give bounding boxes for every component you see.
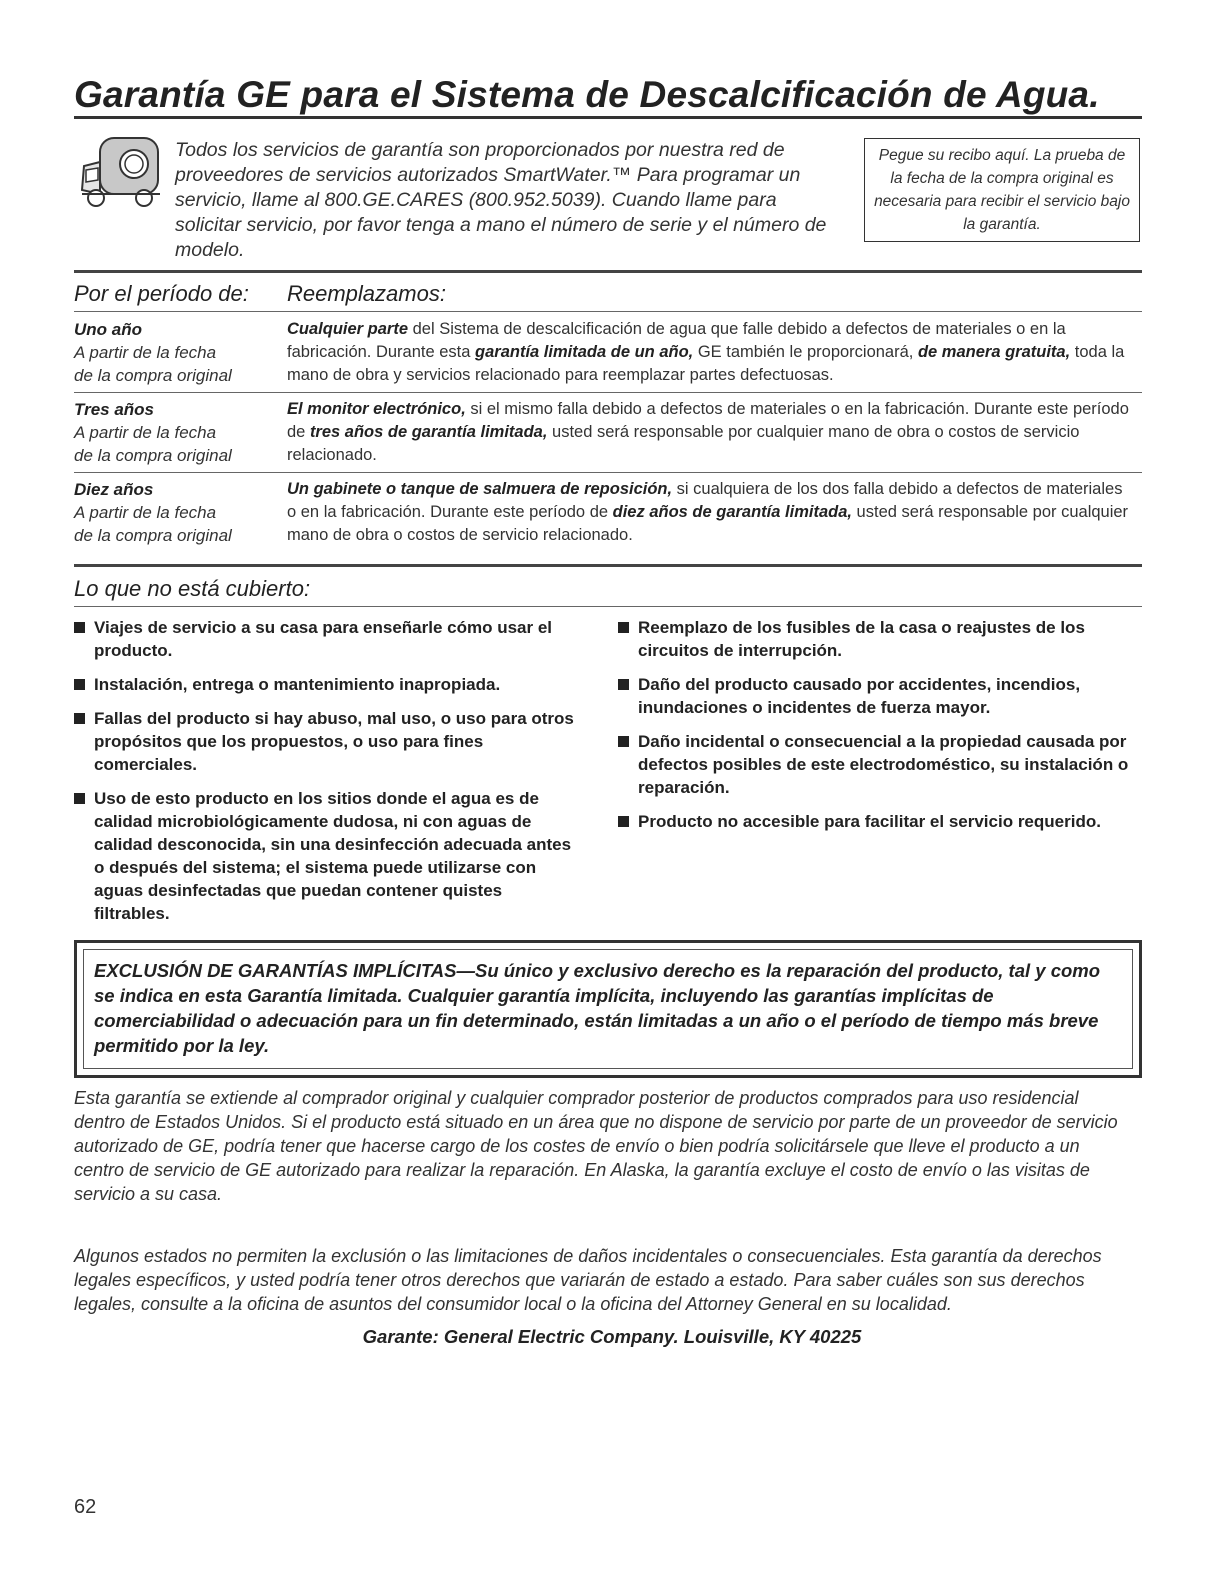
coverage-text: si el mismo falla debido a defectos de materiales o en la fabricación. Durante este período de (287, 400, 1129, 441)
not-covered-heading: Lo que no está cubierto: (74, 576, 311, 601)
period-name: Diez años (74, 480, 154, 499)
section-rule (74, 564, 1142, 567)
coverage-period (74, 478, 274, 547)
coverage-bold: de manera gratuita, (917, 343, 1071, 361)
page-number: 62 (74, 1496, 97, 1518)
paragraph-legal-rights: Algunos estados no permiten la exclusión o las limitaciones de daños incidentales o consecuenciales. Esta garantía da derechos legales específicos, y usted podría tener otros derechos que variarán de estado a estado. Para saber cuáles son sus derechos legales, consulte a la oficina de asuntos del consumidor local o la oficina del Attorney General en su localidad. (74, 1246, 1102, 1314)
period-from-2: de la compra original (74, 526, 232, 545)
exclusion-item: Fallas del producto si hay abuso, mal uso, o uso para otros propósitos que los propuestos, o uso para fines comerciales. (74, 707, 574, 776)
exclusion-item: Uso de esto producto en los sitios donde el agua es de calidad microbiológicamente dudosa, ni con aguas de calidad desconocida, sin una desinfección adecuada antes o después del sistema; el sistema puede utilizarse con aguas desinfectadas que puedan contener quistes filtrables. (74, 787, 574, 925)
coverage-period (74, 318, 274, 387)
receipt-box (864, 138, 1140, 242)
receipt-note: Pegue su recibo aquí. La prueba de la fecha de la compra original es necesaria para recibir el servicio bajo la garantía. (874, 147, 1130, 233)
coverage-description (287, 398, 1132, 467)
coverage-text: toda la mano de obra y servicios relacionado para reemplazar partes defectuosas. (287, 343, 1125, 384)
exclusions-right (618, 616, 1138, 844)
period-from: A partir de la fecha (74, 343, 217, 362)
coverage-text: usted será responsable por cualquier mano de obra o costos de servicio relacionado. (287, 423, 1080, 464)
disclaimer-text: EXCLUSIÓN DE GARANTÍAS IMPLÍCITAS—Su único y exclusivo derecho es la reparación del producto, tal y como se indica en esta Garantía limitada. Cualquier garantía implícita, incluyendo las garantías implícitas de comerciabilidad o adecuación para un fin determinado, están limitadas a un año o el período de tiempo más breve permitido por la ley. (94, 960, 1101, 1056)
coverage-text: GE también le proporcionará, (693, 343, 918, 361)
coverage-bold: Cualquier parte (287, 320, 409, 338)
coverage-description (287, 478, 1132, 547)
exclusion-item: Producto no accesible para facilitar el servicio requerido. (618, 810, 1138, 833)
header-rule (74, 606, 1142, 607)
coverage-bold: diez años de garantía limitada, (612, 503, 852, 521)
exclusion-item: Viajes de servicio a su casa para enseñarle cómo usar el producto. (74, 616, 574, 662)
exclusions-left (74, 616, 574, 936)
coverage-description (287, 318, 1132, 387)
coverage-text: si cualquiera de los dos falla debido a defectos de materiales o en la fabricación. Durante este período de (287, 480, 1123, 521)
exclusion-item: Daño incidental o consecuencial a la propiedad causada por defectos posibles de este electrodoméstico, su instalación o reparación. (618, 730, 1138, 799)
coverage-period (74, 398, 274, 467)
coverage-text: del Sistema de descalcificación de agua que falle debido a defectos de materiales o en la fabricación. Durante esta (287, 320, 1066, 361)
row-rule (74, 472, 1142, 473)
replace-header: Reemplazamos: (287, 281, 446, 306)
header-rule (74, 311, 1142, 312)
period-name: Tres años (74, 400, 155, 419)
service-truck-icon (80, 132, 162, 212)
intro-text: Todos los servicios de garantía son proporcionados por nuestra red de proveedores de servicios autorizados SmartWater.™ Para programar un servicio, llame al 800.GE.CARES (800.952.5039). Cuando llame para solicitar servicio, por favor tenga a mano el número de serie y el número de modelo. (175, 139, 827, 261)
title-rule (74, 116, 1142, 119)
guarantor-line: Garante: General Electric Company. Louisville, KY 40225 (362, 1326, 862, 1347)
period-from-2: de la compra original (74, 446, 232, 465)
period-from: A partir de la fecha (74, 423, 217, 442)
coverage-bold: Un gabinete o tanque de salmuera de reposición, (287, 480, 673, 498)
coverage-bold: tres años de garantía limitada, (309, 423, 548, 441)
row-rule (74, 392, 1142, 393)
exclusion-item: Instalación, entrega o mantenimiento inapropiada. (74, 673, 574, 696)
exclusion-item: Daño del producto causado por accidentes, incendios, inundaciones o incidentes de fuerza mayor. (618, 673, 1138, 719)
period-from: A partir de la fecha (74, 503, 217, 522)
coverage-text: usted será responsable por cualquier mano de obra o costos de servicio relacionado. (287, 503, 1129, 544)
paragraph-coverage-scope: Esta garantía se extiende al comprador original y cualquier comprador posterior de productos comprados para uso residencial dentro de Estados Unidos. Si el producto está situado en un área que no dispone de servicio por parte de un proveedor de servicio autorizado de GE, podría tener que hacerse cargo de los costes de envío o bien podría solicitársele que lleve el producto a un centro de servicio de GE autorizado para realizar la reparación. En Alaska, la garantía excluye el costo de envío o las visitas de servicio a su casa. (74, 1088, 1118, 1204)
period-name: Uno año (74, 320, 142, 339)
section-rule (74, 270, 1142, 273)
exclusion-item: Reemplazo de los fusibles de la casa o reajustes de los circuitos de interrupción. (618, 616, 1138, 662)
coverage-bold: El monitor electrónico, (287, 400, 466, 418)
period-from-2: de la compra original (74, 366, 232, 385)
coverage-bold: garantía limitada de un año, (475, 343, 694, 361)
page-title: Garantía GE para el Sistema de Descalcificación de Agua. (74, 74, 1100, 115)
period-header: Por el período de: (74, 281, 249, 306)
